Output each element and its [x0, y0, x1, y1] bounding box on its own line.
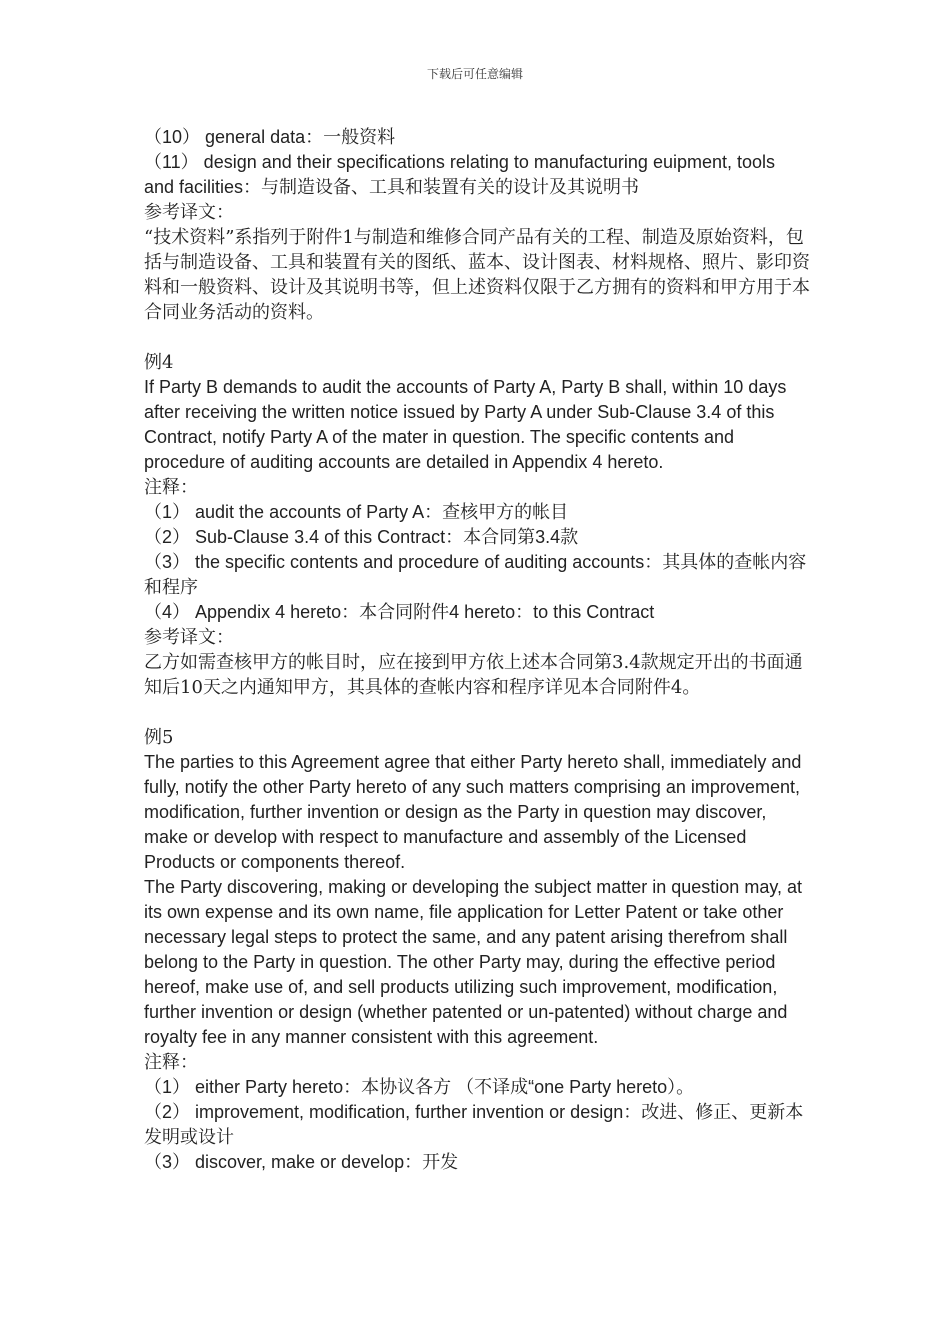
page-header: 下载后可任意编辑	[426, 67, 523, 81]
note-item-11: （11） design and their specifications relating to manufacturing euipment, tools and facilities：与制造设备、工具和装置有关的设计及其说明书	[144, 152, 776, 197]
reference-translation-paragraph: 乙方如需查核甲方的帐目时，应在接到甲方依上述本合同第3.4款规定开出的书面通知后10天之内通知甲方，其具体的查帐内容和程序详见本合同附件4。	[144, 652, 803, 698]
note-item-3: （3） the specific contents and procedure of auditing accounts：其具体的查帐内容和程序	[144, 552, 807, 597]
reference-translation-paragraph: “技术资料”系指列于附件1与制造和维修合同产品有关的工程、制造及原始资料，包括与制造设备、工具和装置有关的图纸、蓝本、设计图表、材料规格、照片、影印资料和一般资料、设计及其说明书等，但上述资料仅限于乙方拥有的资料和甲方用于本合同业务活动的资料。	[144, 227, 810, 323]
notes-label: 注释：	[144, 477, 198, 498]
example-heading-5: 例5	[144, 727, 174, 748]
notes-label: 注释：	[144, 1052, 198, 1073]
reference-translation-label: 参考译文：	[144, 202, 234, 223]
example-heading-4: 例4	[144, 352, 174, 373]
note-item-2: （2） Sub-Clause 3.4 of this Contract：本合同第3.4款	[144, 527, 579, 547]
example-5-paragraph-1: The parties to this Agreement agree that either Party hereto shall, immediately and fully, notify the other Party hereto of any such matters comprising an improvement, modification, further invention or design as the Party in question may discover, make or develop with respect to manufacture and assembly of the Licensed Products or components thereof.	[144, 752, 802, 872]
note-item-3: （3） discover, make or develop：开发	[144, 1152, 459, 1172]
note-item-1: （1） audit the accounts of Party A：查核甲方的帐目	[144, 502, 569, 522]
example-4-paragraph: If Party B demands to audit the accounts of Party A, Party B shall, within 10 days after receiving the written notice issued by Party A under Sub-Clause 3.4 of this Contract, notify Party A of the mater in question. The specific contents and procedure of auditing accounts are detailed in Appendix 4 hereto.	[144, 377, 787, 472]
note-item-4: （4） Appendix 4 hereto：本合同附件4 hereto：to this Contract	[144, 602, 655, 622]
note-item-2: （2） improvement, modification, further invention or design：改进、修正、更新本发明或设计	[144, 1102, 804, 1147]
blank-line	[144, 700, 810, 725]
blank-line	[144, 325, 810, 350]
document-body	[144, 125, 810, 1175]
note-item-10: （10） general data：一般资料	[144, 127, 396, 147]
note-item-1: （1） either Party hereto：本协议各方 （不译成“one Party hereto）。	[144, 1077, 695, 1097]
example-5-paragraph-2: The Party discovering, making or developing the subject matter in question may, at its own expense and its own name, file application for Letter Patent or take other necessary legal steps to protect the same, and any patent arising therefrom shall belong to the Party in question. The other Party may, during the effective period hereof, make use of, and sell products utilizing such improvement, modification, further invention or design (whether patented or un-patented) without charge and royalty fee in any manner consistent with this agreement.	[144, 877, 803, 1047]
reference-translation-label: 参考译文：	[144, 627, 234, 648]
